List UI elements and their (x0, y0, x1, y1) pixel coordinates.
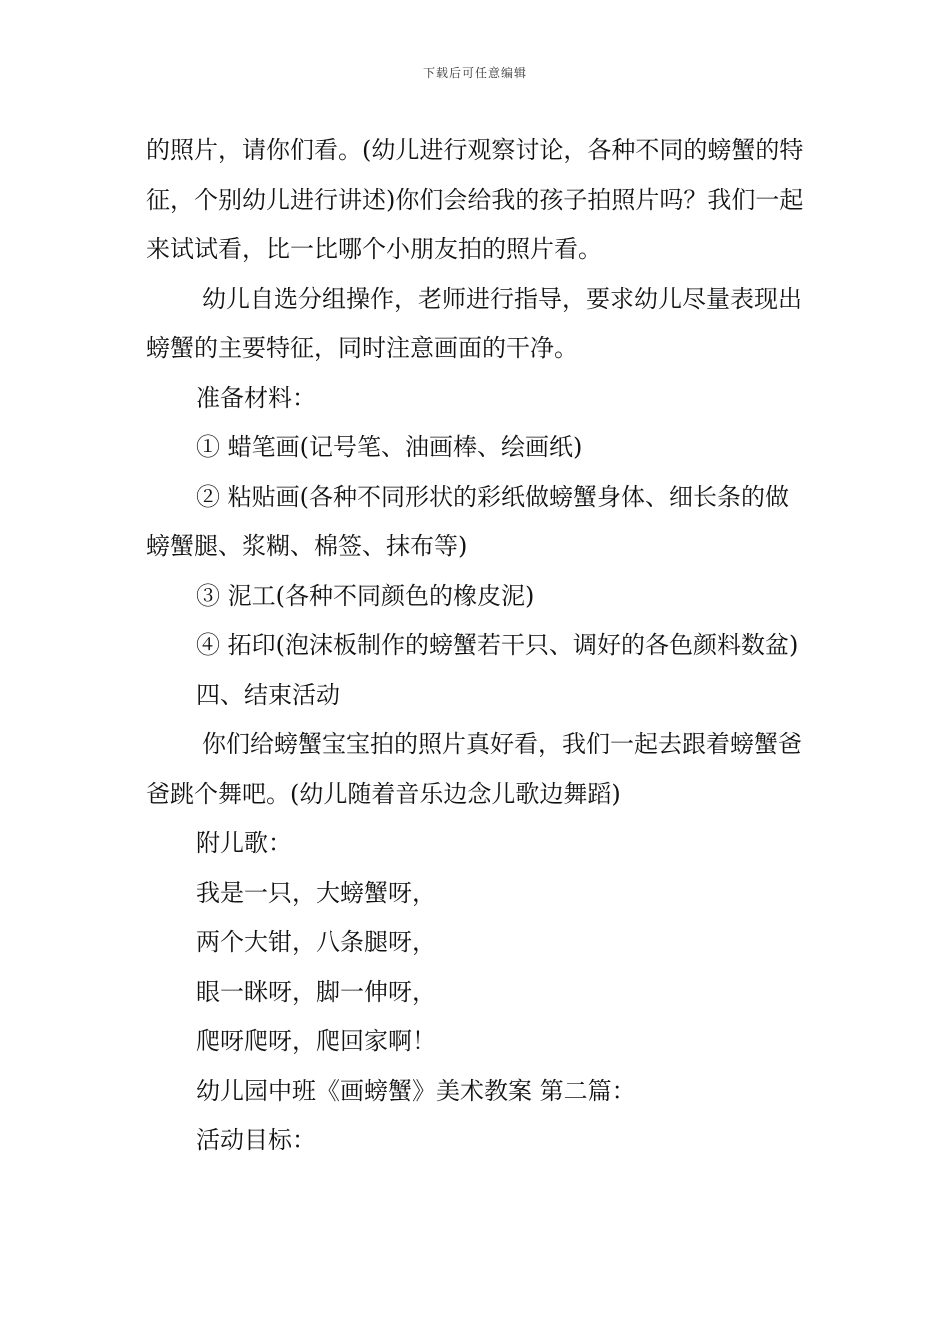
section-heading-ending: 四、结束活动 (196, 680, 340, 709)
paragraph-second-plan-title: 幼儿园中班《画螃蟹》美术教案 第二篇： (196, 1076, 636, 1105)
paragraph-materials-heading: 准备材料： (196, 383, 316, 412)
list-item-collage: ② 粘贴画(各种不同形状的彩纸做螃蟹身体、细长条的做螃蟹腿、浆糊、棉签、抹布等) (146, 482, 789, 560)
paragraph-goals-heading: 活动目标： (196, 1126, 316, 1154)
list-item-print: ④ 拓印(泡沫板制作的螃蟹若干只、调好的各色颜料数盆) (196, 631, 799, 659)
song-line-1: 我是一只，大螃蟹呀， (196, 878, 436, 907)
paragraph-dance: 你们给螃蟹宝宝拍的照片真好看，我们一起去跟着螃蟹爸爸跳个舞吧。(幼儿随着音乐边念儿歌边舞蹈) (146, 730, 802, 808)
paragraph-photo-intro: 的照片，请你们看。(幼儿进行观察讨论，各种不同的螃蟹的特征，个别幼儿进行讲述)你们会给我的孩子拍照片吗？我们一起来试试看，比一比哪个小朋友拍的照片看。 (146, 136, 804, 263)
song-line-2: 两个大钳，八条腿呀， (196, 928, 436, 956)
song-line-3: 眼一眯呀，脚一伸呀， (196, 977, 436, 1006)
document-body (146, 126, 810, 1166)
page-header: 下载后可任意编辑 (422, 66, 527, 80)
list-item-clay: ③ 泥工(各种不同颜色的橡皮泥) (196, 581, 535, 610)
song-line-4: 爬呀爬呀，爬回家啊！ (196, 1027, 436, 1055)
paragraph-group-operation: 幼儿自选分组操作，老师进行指导，要求幼儿尽量表现出螃蟹的主要特征，同时注意画面的干净。 (146, 284, 802, 362)
paragraph-song-heading: 附儿歌： (196, 829, 292, 857)
list-item-crayon: ① 蜡笔画(记号笔、油画棒、绘画纸) (196, 433, 583, 461)
